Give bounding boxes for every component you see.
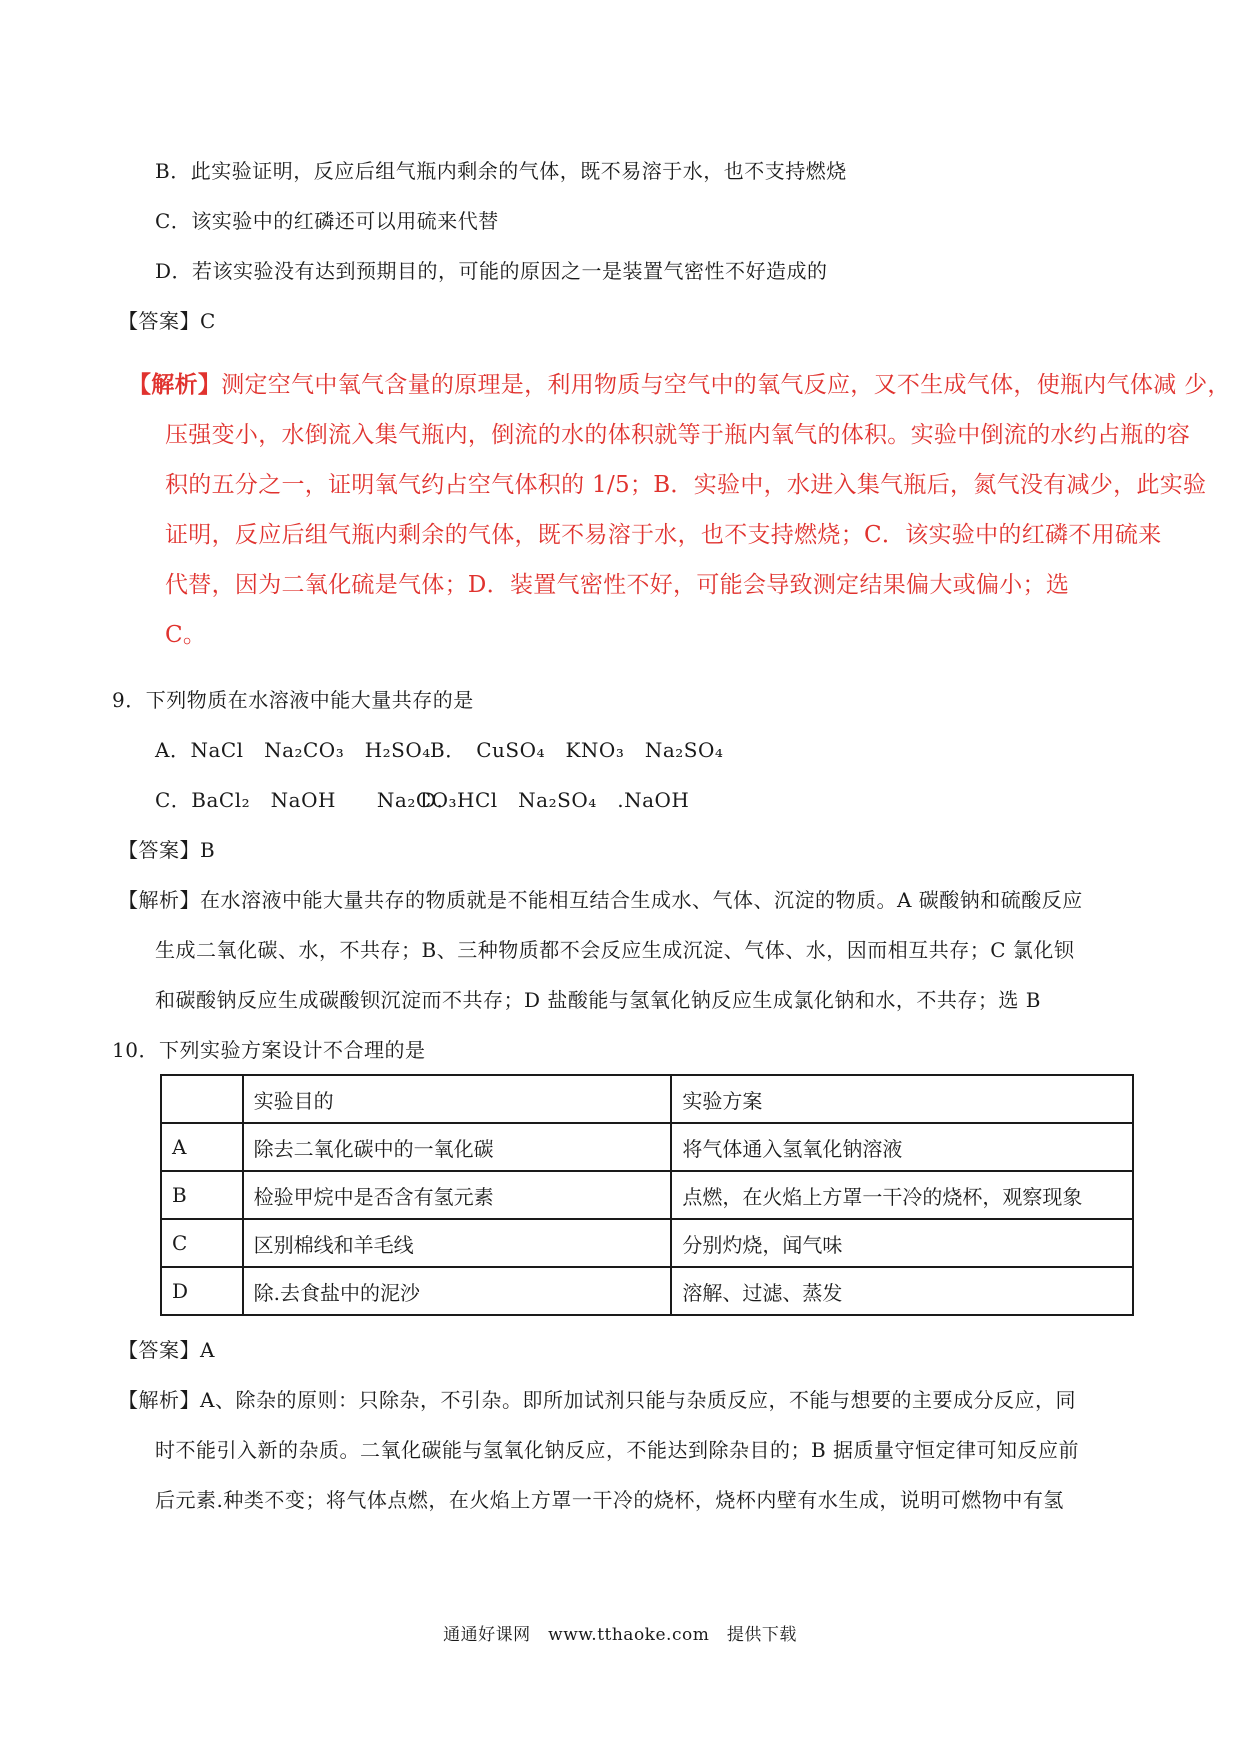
q8-answer: 【答案】C (118, 309, 216, 333)
q9-option-c: C．BaCl₂ NaOH Na₂CO₃ (155, 788, 458, 812)
table-row (161, 1171, 1133, 1219)
q8-analysis-line-5: 代替，因为二氧化硫是气体；D．装置气密性不好，可能会导致测定结果偏大或偏小；选 (165, 572, 1070, 598)
q10-answer: 【答案】A (118, 1338, 215, 1362)
table-cell: C (161, 1219, 243, 1267)
q8-analysis-text: 测定空气中氧气含量的原理是，利用物质与空气中的氧气反应，又不生成气体，使瓶内气体减 少， (221, 372, 1231, 398)
q10-analysis-line-1 (118, 1387, 1076, 1413)
q9-option-a: A．NaCl Na₂CO₃ H₂SO₄ (155, 738, 431, 762)
table-cell: D (161, 1267, 243, 1315)
table-header-row (161, 1075, 1133, 1123)
table-row (161, 1123, 1133, 1171)
q8-analysis-line-2: 压强变小，水倒流入集气瓶内，倒流的水的体积就等于瓶内氧气的体积。实验中倒流的水约占瓶的容 (165, 422, 1191, 448)
q8-analysis-line-4: 证明，反应后组气瓶内剩余的气体，既不易溶于水，也不支持燃烧；C．该实验中的红磷不用硫来 (165, 522, 1162, 548)
table-cell: 检验甲烷中是否含有氢元素 (243, 1171, 672, 1219)
table-cell: 区别棉线和羊毛线 (243, 1219, 672, 1267)
q10-stem: 10．下列实验方案设计不合理的是 (112, 1038, 426, 1062)
q9-analysis-line-2: 生成二氧化碳、水，不共存；B、三种物质都不会反应生成沉淀、气体、水，因而相互共存；C 氯化钡 (155, 938, 1075, 962)
q8-analysis-line-6: C。 (165, 622, 207, 648)
q8-option-c: C．该实验中的红磷还可以用硫来代替 (155, 209, 499, 233)
q10-analysis-text: A、除杂的原则：只除杂，不引杂。即所加试剂只能与杂质反应，不能与想要的主要成分反应，同 (200, 1388, 1076, 1412)
q10-table (160, 1074, 1134, 1316)
table-row (161, 1267, 1133, 1315)
q8-option-d: D．若该实验没有达到预期目的，可能的原因之一是装置气密性不好造成的 (155, 259, 828, 283)
q9-analysis-text: 在水溶液中能大量共存的物质就是不能相互结合生成水、气体、沉淀的物质。A 碳酸钠和硫酸反应 (200, 888, 1083, 912)
page-footer: 通通好课网 www.tthaoke.com 提供下载 (443, 1625, 797, 1645)
q8-analysis-label: 【解析】 (128, 371, 222, 398)
table-header-cell: 实验目的 (243, 1075, 672, 1123)
q10-analysis-line-3: 后元素.种类不变；将气体点燃，在火焰上方罩一干冷的烧杯，烧杯内壁有水生成，说明可燃物中有氢 (155, 1488, 1064, 1512)
table-cell: 除去二氧化碳中的一氧化碳 (243, 1123, 672, 1171)
q9-analysis-line-3: 和碳酸钠反应生成碳酸钡沉淀而不共存；D 盐酸能与氢氧化钠反应生成氯化钠和水，不共存；选 B (155, 988, 1041, 1012)
q9-analysis-line-1 (118, 887, 1083, 913)
table-cell: B (161, 1171, 243, 1219)
q9-stem: 9．下列物质在水溶液中能大量共存的是 (112, 688, 474, 712)
table-cell: 分别灼烧，闻气味 (671, 1219, 1133, 1267)
table-cell: 点燃，在火焰上方罩一干冷的烧杯，观察现象 (671, 1171, 1133, 1219)
table-cell: 除.去食盐中的泥沙 (243, 1267, 672, 1315)
q8-option-b: B．此实验证明，反应后组气瓶内剩余的气体，既不易溶于水，也不支持燃烧 (155, 159, 847, 183)
table-cell: 溶解、过滤、蒸发 (671, 1267, 1133, 1315)
q9-answer: 【答案】B (118, 838, 216, 862)
q8-analysis-line-1 (128, 372, 1231, 398)
table-cell: A (161, 1123, 243, 1171)
q9-option-b: B． CuSO₄ KNO₃ Na₂SO₄ (430, 738, 724, 762)
q10-analysis-label: 【解析】 (118, 1388, 200, 1412)
table-row (161, 1219, 1133, 1267)
table-cell: 将气体通入氢氧化钠溶液 (671, 1123, 1133, 1171)
q9-option-d: D．HCl Na₂SO₄ .NaOH (420, 788, 690, 812)
q8-analysis-line-3: 积的五分之一，证明氧气约占空气体积的 1/5；B．实验中，水进入集气瓶后，氮气没有减少，此实验 (165, 472, 1207, 498)
q9-options-row-2 (155, 787, 689, 813)
q9-options-row-1 (155, 737, 723, 763)
q10-analysis-line-2: 时不能引入新的杂质。二氧化碳能与氢氧化钠反应，不能达到除杂目的；B 据质量守恒定律可知反应前 (155, 1438, 1080, 1462)
q9-analysis-label: 【解析】 (118, 888, 200, 912)
table-header-cell: 实验方案 (671, 1075, 1133, 1123)
table-header-cell (161, 1075, 243, 1123)
